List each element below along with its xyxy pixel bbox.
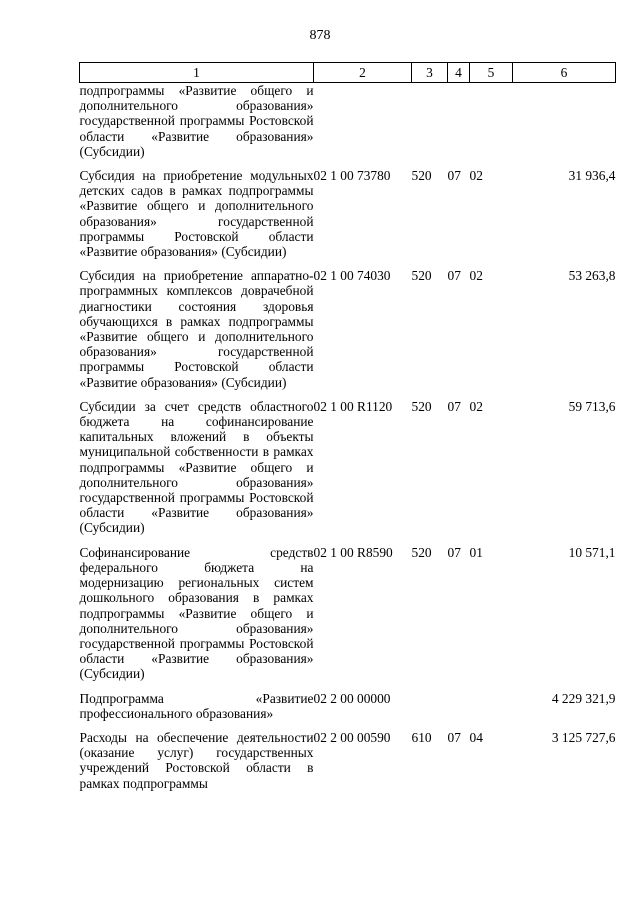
column-header: 3	[412, 63, 448, 83]
table-row	[80, 259, 616, 390]
row-pr-cell: 02	[469, 168, 483, 184]
row-vr-cell	[412, 83, 448, 160]
row-sum-cell: 31 936,4	[568, 168, 616, 184]
row-name-cell	[80, 259, 314, 390]
row-pr-cell	[470, 83, 513, 160]
budget-table	[79, 62, 616, 791]
row-pr-cell: 02	[469, 268, 483, 284]
row-code-cell	[314, 83, 412, 160]
row-rz-cell	[448, 682, 470, 721]
row-pr-cell: 01	[469, 544, 483, 560]
row-name-cell	[80, 159, 314, 259]
row-vr-cell: 520	[411, 168, 432, 184]
row-pr-cell	[470, 682, 513, 721]
row-name-text: подпрограммы «Развитие общего и дополнительного образования» государственной программы Ростовской области «Развитие образования» (Субсидии)	[79, 83, 314, 159]
row-code-cell: 02 1 00 74030	[313, 268, 391, 284]
table-row	[80, 721, 616, 791]
row-sum-cell: 4 229 321,9	[551, 690, 616, 706]
row-rz-cell: 07	[447, 544, 461, 560]
column-header: 5	[470, 63, 513, 83]
row-name-text: Софинансирование средств федерального бюджета на модернизацию региональных систем дошкольного образования в рамках подпрограммы «Развитие общего и дополнительного образования» государственной программы Ростовской области «Развитие образования» (Субсидии)	[79, 544, 314, 682]
table-row	[80, 83, 616, 160]
column-header: 1	[80, 63, 314, 83]
row-vr-cell: 520	[411, 398, 432, 414]
row-name-cell	[80, 536, 314, 682]
row-code-cell: 02 1 00 73780	[313, 168, 391, 184]
column-header: 6	[513, 63, 616, 83]
row-sum-cell: 10 571,1	[568, 544, 616, 560]
header-row	[80, 63, 616, 83]
row-code-cell: 02 1 00 R1120	[313, 398, 393, 414]
row-pr-cell: 04	[469, 729, 483, 745]
column-header: 4	[448, 63, 470, 83]
row-vr-cell: 520	[411, 268, 432, 284]
row-name-cell	[80, 721, 314, 791]
row-sum-cell	[513, 83, 616, 160]
row-sum-cell: 59 713,6	[568, 398, 616, 414]
table-row	[80, 390, 616, 536]
table-row	[80, 536, 616, 682]
row-vr-cell	[412, 682, 448, 721]
page-number: 878	[309, 28, 331, 43]
table-row	[80, 159, 616, 259]
row-name-cell	[80, 682, 314, 721]
row-pr-cell: 02	[469, 398, 483, 414]
row-code-cell: 02 2 00 00000	[313, 690, 391, 706]
row-vr-cell: 610	[411, 729, 432, 745]
row-rz-cell: 07	[447, 268, 461, 284]
row-code-cell: 02 1 00 R8590	[313, 544, 393, 560]
row-name-text: Подпрограмма «Развитие профессионального образования»	[79, 690, 314, 721]
row-name-text: Субсидия на приобретение модульных детских садов в рамках подпрограммы «Развитие общего и дополнительного образования» государственной программы Ростовской области «Развитие образования» (Субсидии)	[79, 168, 314, 260]
row-name-cell	[80, 390, 314, 536]
row-vr-cell: 520	[411, 544, 432, 560]
row-name-cell	[80, 83, 314, 160]
row-rz-cell: 07	[447, 398, 461, 414]
row-code-cell: 02 2 00 00590	[313, 729, 391, 745]
table-row	[80, 682, 616, 721]
column-header: 2	[314, 63, 412, 83]
row-rz-cell	[448, 83, 470, 160]
row-name-text: Субсидии за счет средств областного бюджета на софинансирование капитальных вложений в объекты муниципальной собственности в рамках подпрограммы «Развитие общего и дополнительного образования» государственной программы Ростовской области «Развитие образования» (Субсидии)	[79, 398, 314, 536]
row-name-text: Расходы на обеспечение деятельности (оказание услуг) государственных учреждений Ростовской области в рамках подпрограммы	[79, 729, 314, 791]
row-name-text: Субсидия на приобретение аппаратно-программных комплексов доврачебной диагностики состояния здоровья обучающихся в рамках подпрограммы «Развитие общего и дополнительного образования» государственной программы Ростовской области «Развитие образования» (Субсидии)	[79, 268, 314, 390]
row-sum-cell: 53 263,8	[568, 268, 616, 284]
row-rz-cell: 07	[447, 729, 461, 745]
row-sum-cell: 3 125 727,6	[551, 729, 616, 745]
row-rz-cell: 07	[447, 168, 461, 184]
